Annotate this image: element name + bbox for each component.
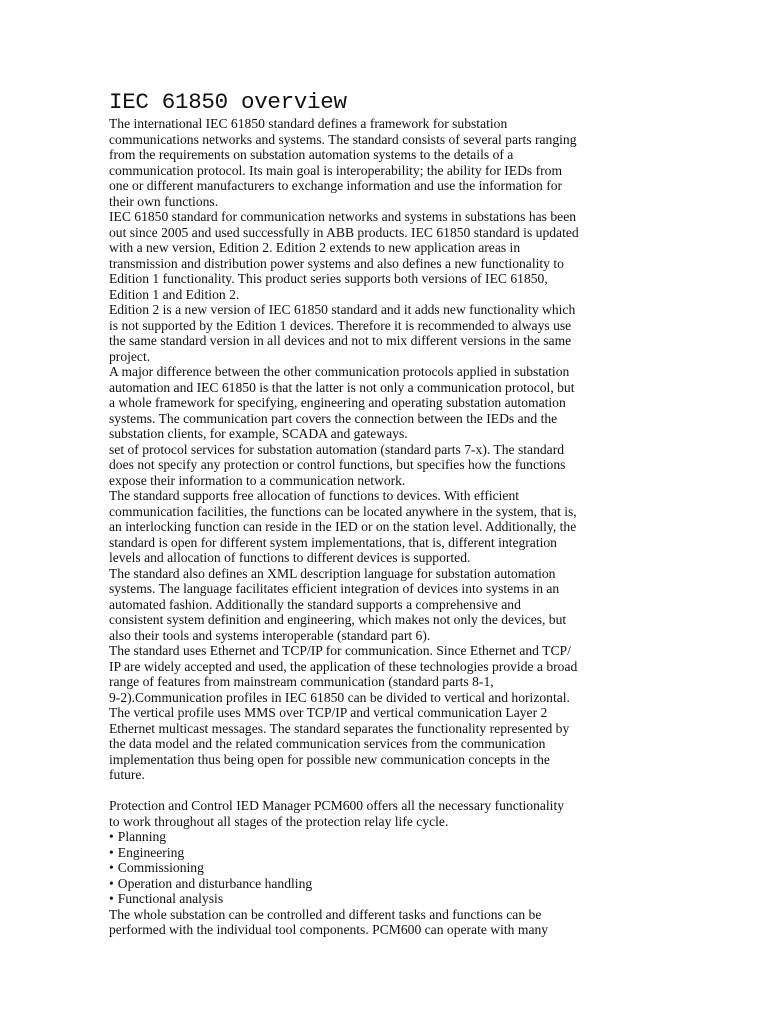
text-line: a whole framework for specifying, engineering and operating substation automation	[109, 395, 566, 410]
text-line: The standard also defines an XML description language for substation automation	[109, 565, 556, 581]
text-line: The whole substation can be controlled and different tasks and functions can be	[109, 906, 542, 922]
text-line: levels and allocation of functions to different devices is supported.	[109, 550, 471, 565]
paragraph-6	[109, 488, 609, 566]
list-item: • Operation and disturbance handling	[109, 876, 609, 892]
text-line: the data model and the related communication services from the communication	[109, 736, 546, 751]
text-line: The standard uses Ethernet and TCP/IP for communication. Since Ethernet and TCP/	[109, 643, 571, 658]
text-line: communication facilities, the functions can be located anywhere in the system, that is,	[109, 503, 577, 519]
text-line: Edition 1 functionality. This product series supports both versions of IEC 61850,	[109, 271, 548, 286]
bullet-list	[109, 829, 609, 907]
text-line: the same standard version in all devices and not to mix different versions in the same	[109, 333, 572, 348]
text-line: substation clients, for example, SCADA and gateways.	[109, 426, 408, 441]
text-line: performed with the individual tool components. PCM600 can operate with many	[109, 922, 549, 937]
paragraph-closing	[109, 907, 609, 938]
document-title: IEC 61850 overview	[109, 89, 347, 115]
text-line: implementation thus being open for possible new communication concepts in the	[109, 751, 550, 767]
text-line: The vertical profile uses MMS over TCP/IP and vertical communication Layer 2	[109, 705, 548, 720]
paragraph-5	[109, 442, 609, 489]
text-line: communications networks and systems. The standard consists of several parts ranging	[109, 131, 577, 147]
list-item: • Engineering	[109, 845, 609, 861]
text-line: also their tools and systems interoperable (standard part 6).	[109, 627, 431, 643]
text-line: one or different manufacturers to exchange information and use the information for	[109, 178, 563, 193]
text-line: automated fashion. Additionally the standard supports a comprehensive and	[109, 596, 521, 612]
text-line: 9-2).Communication profiles in IEC 61850 can be divided to vertical and horizontal.	[109, 689, 570, 705]
text-line: does not specify any protection or control functions, but specifies how the functions	[109, 457, 566, 472]
text-line: automation and IEC 61850 is that the latter is not only a communication protocol, but	[109, 379, 575, 395]
blank-line	[109, 783, 609, 799]
list-item: • Planning	[109, 829, 609, 845]
text-line: Ethernet multicast messages. The standard separates the functionality represented by	[109, 720, 570, 736]
paragraph-7	[109, 566, 609, 644]
paragraph-8	[109, 643, 609, 783]
document-content	[109, 88, 609, 938]
text-line: The standard supports free allocation of functions to devices. With efficient	[109, 488, 520, 503]
paragraph-9	[109, 798, 609, 829]
text-line: Edition 1 and Edition 2.	[109, 286, 240, 302]
text-line: Protection and Control IED Manager PCM600 offers all the necessary functionality	[109, 798, 565, 813]
text-line: range of features from mainstream communication (standard parts 8-1,	[109, 674, 494, 689]
text-line: from the requirements on substation automation systems to the details of a	[109, 147, 514, 162]
text-line: A major difference between the other communication protocols applied in substation	[109, 364, 570, 379]
paragraph-2	[109, 209, 609, 302]
text-line: consistent system definition and engineering, which makes not only the devices, but	[109, 612, 567, 627]
text-line: communication protocol. Its main goal is interoperability; the ability for IEDs from	[109, 162, 563, 178]
text-line: an interlocking function can reside in the IED or on the station level. Additionally, the	[109, 519, 577, 534]
text-line: Edition 2 is a new version of IEC 61850 standard and it adds new functionality which	[109, 302, 576, 317]
text-line: IP are widely accepted and used, the application of these technologies provide a broad	[109, 658, 578, 674]
text-line: The international IEC 61850 standard defines a framework for substation	[109, 116, 508, 131]
text-line: project.	[109, 348, 151, 364]
paragraph-3	[109, 302, 609, 364]
text-line: is not supported by the Edition 1 devices. Therefore it is recommended to always use	[109, 317, 572, 333]
text-line: standard is open for different system implementations, that is, different integration	[109, 534, 557, 550]
text-line: expose their information to a communication network.	[109, 472, 406, 488]
text-line: transmission and distribution power systems and also defines a new functionality to	[109, 255, 564, 271]
list-item: • Commissioning	[109, 860, 609, 876]
text-line: IEC 61850 standard for communication networks and systems in substations has been	[109, 209, 577, 224]
list-item: • Functional analysis	[109, 891, 609, 907]
text-line: to work throughout all stages of the protection relay life cycle.	[109, 813, 449, 829]
text-line: with a new version, Edition 2. Edition 2 extends to new application areas in	[109, 240, 521, 255]
text-line: their own functions.	[109, 193, 219, 209]
text-line: out since 2005 and used successfully in ABB products. IEC 61850 standard is updated	[109, 224, 579, 240]
text-line: set of protocol services for substation automation (standard parts 7-x). The standard	[109, 441, 565, 457]
text-line: systems. The communication part covers the connection between the IEDs and the	[109, 410, 558, 426]
paragraph-1	[109, 116, 609, 209]
paragraph-4	[109, 364, 609, 442]
text-line: future.	[109, 767, 145, 782]
text-line: systems. The language facilitates efficient integration of devices into systems in an	[109, 581, 560, 596]
